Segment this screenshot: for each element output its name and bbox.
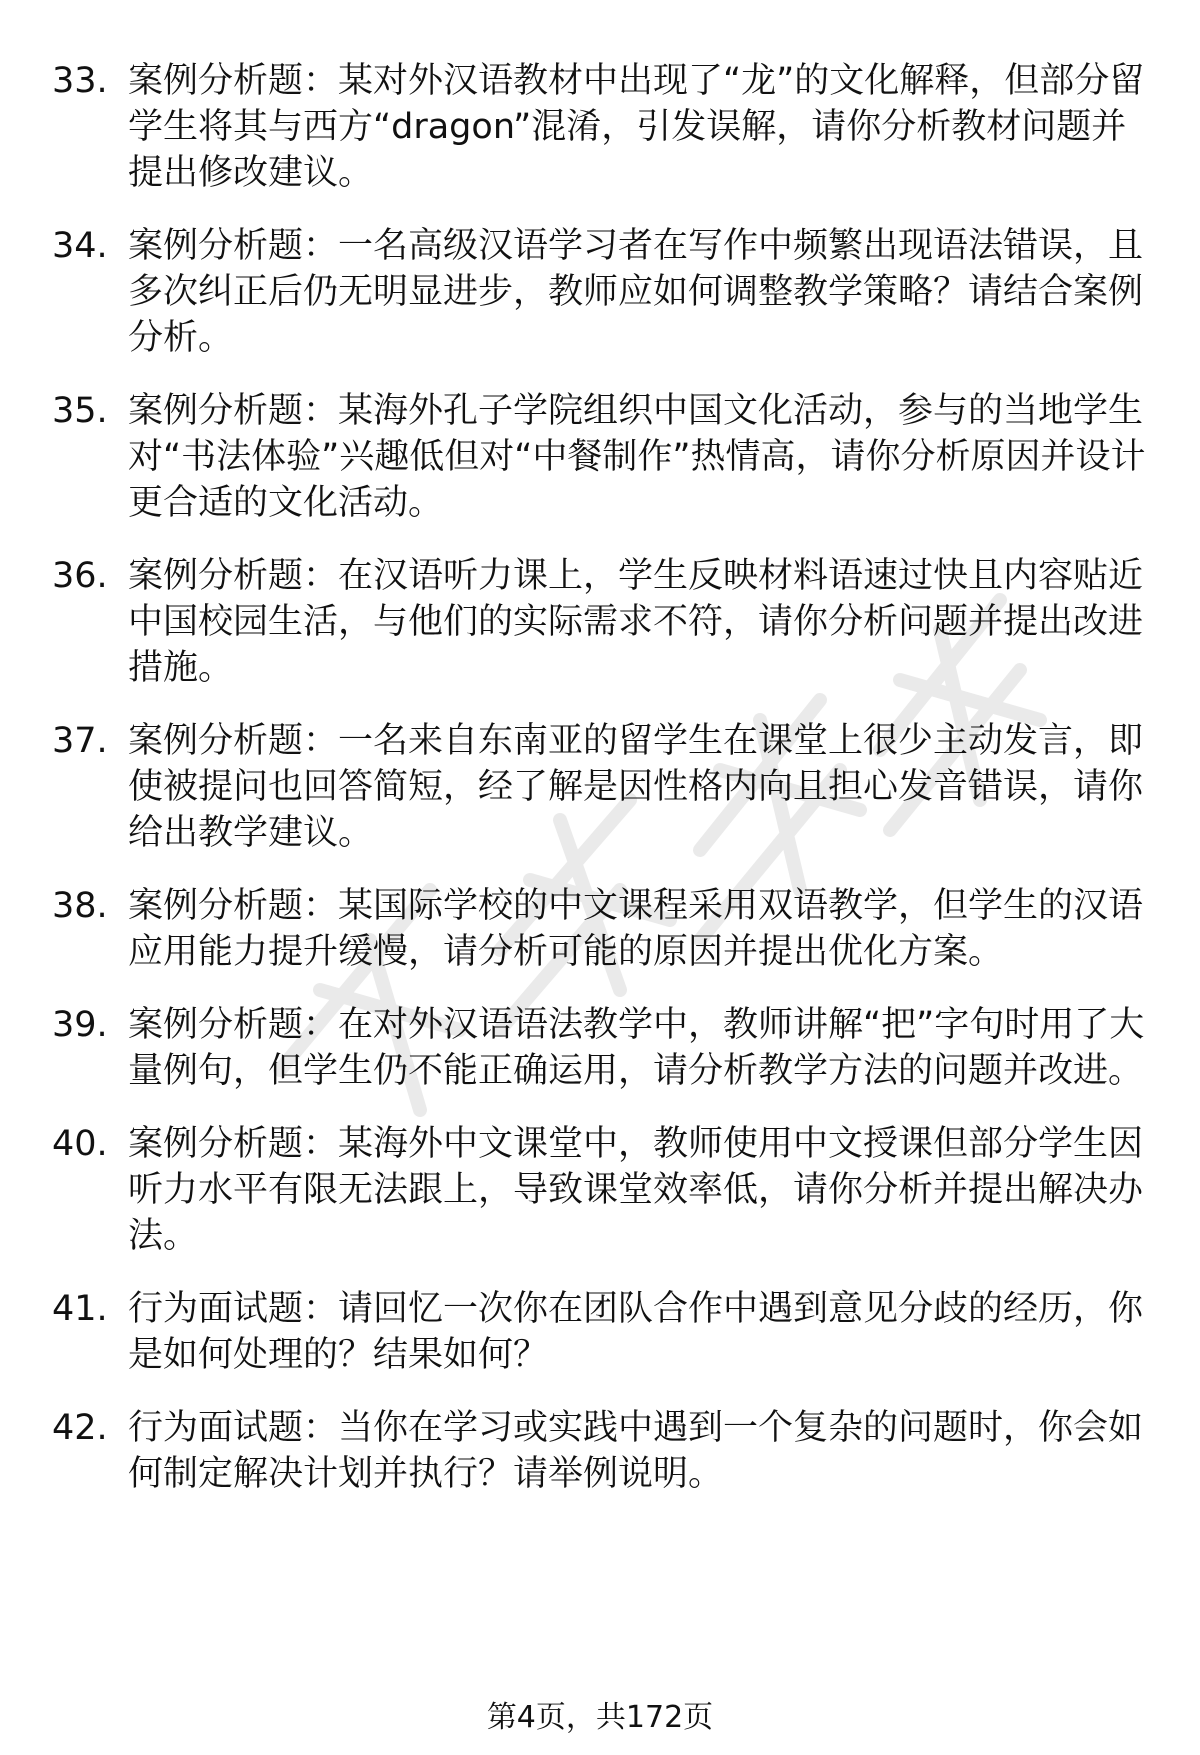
question-item: [52, 58, 1162, 196]
question-number: 33.: [52, 61, 108, 101]
question-list: [52, 58, 1162, 1524]
question-number: 41.: [52, 1289, 108, 1329]
question-text: 行为面试题：当你在学习或实践中遇到一个复杂的问题时，你会如何制定解决计划并执行？请举例说明。: [128, 1408, 1144, 1494]
question-text: 案例分析题：一名高级汉语学习者在写作中频繁出现语法错误，且多次纠正后仍无明显进步，教师应如何调整教学策略？请结合案例分析。: [128, 226, 1144, 358]
question-text: 行为面试题：请回忆一次你在团队合作中遇到意见分歧的经历，你是如何处理的？结果如何？: [128, 1289, 1144, 1375]
question-item: [52, 1002, 1162, 1094]
question-number: 35.: [52, 391, 108, 431]
question-item: [52, 1286, 1162, 1378]
question-text: 案例分析题：某海外中文课堂中，教师使用中文授课但部分学生因听力水平有限无法跟上，导致课堂效率低，请你分析并提出解决办法。: [128, 1124, 1144, 1256]
question-number: 39.: [52, 1005, 108, 1045]
question-text: 案例分析题：在对外汉语语法教学中，教师讲解“把”字句时用了大量例句，但学生仍不能正确运用，请分析教学方法的问题并改进。: [128, 1005, 1145, 1091]
question-text: 案例分析题：某国际学校的中文课程采用双语教学，但学生的汉语应用能力提升缓慢，请分析可能的原因并提出优化方案。: [128, 886, 1144, 972]
question-number: 40.: [52, 1124, 108, 1164]
question-item: [52, 553, 1162, 691]
question-item: [52, 718, 1162, 856]
question-number: 42.: [52, 1408, 108, 1448]
question-text: 案例分析题：在汉语听力课上，学生反映材料语速过快且内容贴近中国校园生活，与他们的实际需求不符，请你分析问题并提出改进措施。: [128, 556, 1144, 688]
question-number: 38.: [52, 886, 108, 926]
question-number: 36.: [52, 556, 108, 596]
question-number: 37.: [52, 721, 108, 761]
question-text: 案例分析题：一名来自东南亚的留学生在课堂上很少主动发言，即使被提问也回答简短，经了解是因性格内向且担心发音错误，请你给出教学建议。: [128, 721, 1144, 853]
question-text: 案例分析题：某对外汉语教材中出现了“龙”的文化解释，但部分留学生将其与西方“dragon”混淆，引发误解，请你分析教材问题并提出修改建议。: [128, 61, 1145, 193]
question-item: [52, 1405, 1162, 1497]
question-text: 案例分析题：某海外孔子学院组织中国文化活动，参与的当地学生对“书法体验”兴趣低但对“中餐制作”热情高，请你分析原因并设计更合适的文化活动。: [128, 391, 1146, 523]
page-footer: 第4页，共172页: [486, 1700, 714, 1735]
question-number: 34.: [52, 226, 108, 266]
question-item: [52, 388, 1162, 526]
question-item: [52, 1121, 1162, 1259]
question-item: [52, 883, 1162, 975]
question-item: [52, 223, 1162, 361]
